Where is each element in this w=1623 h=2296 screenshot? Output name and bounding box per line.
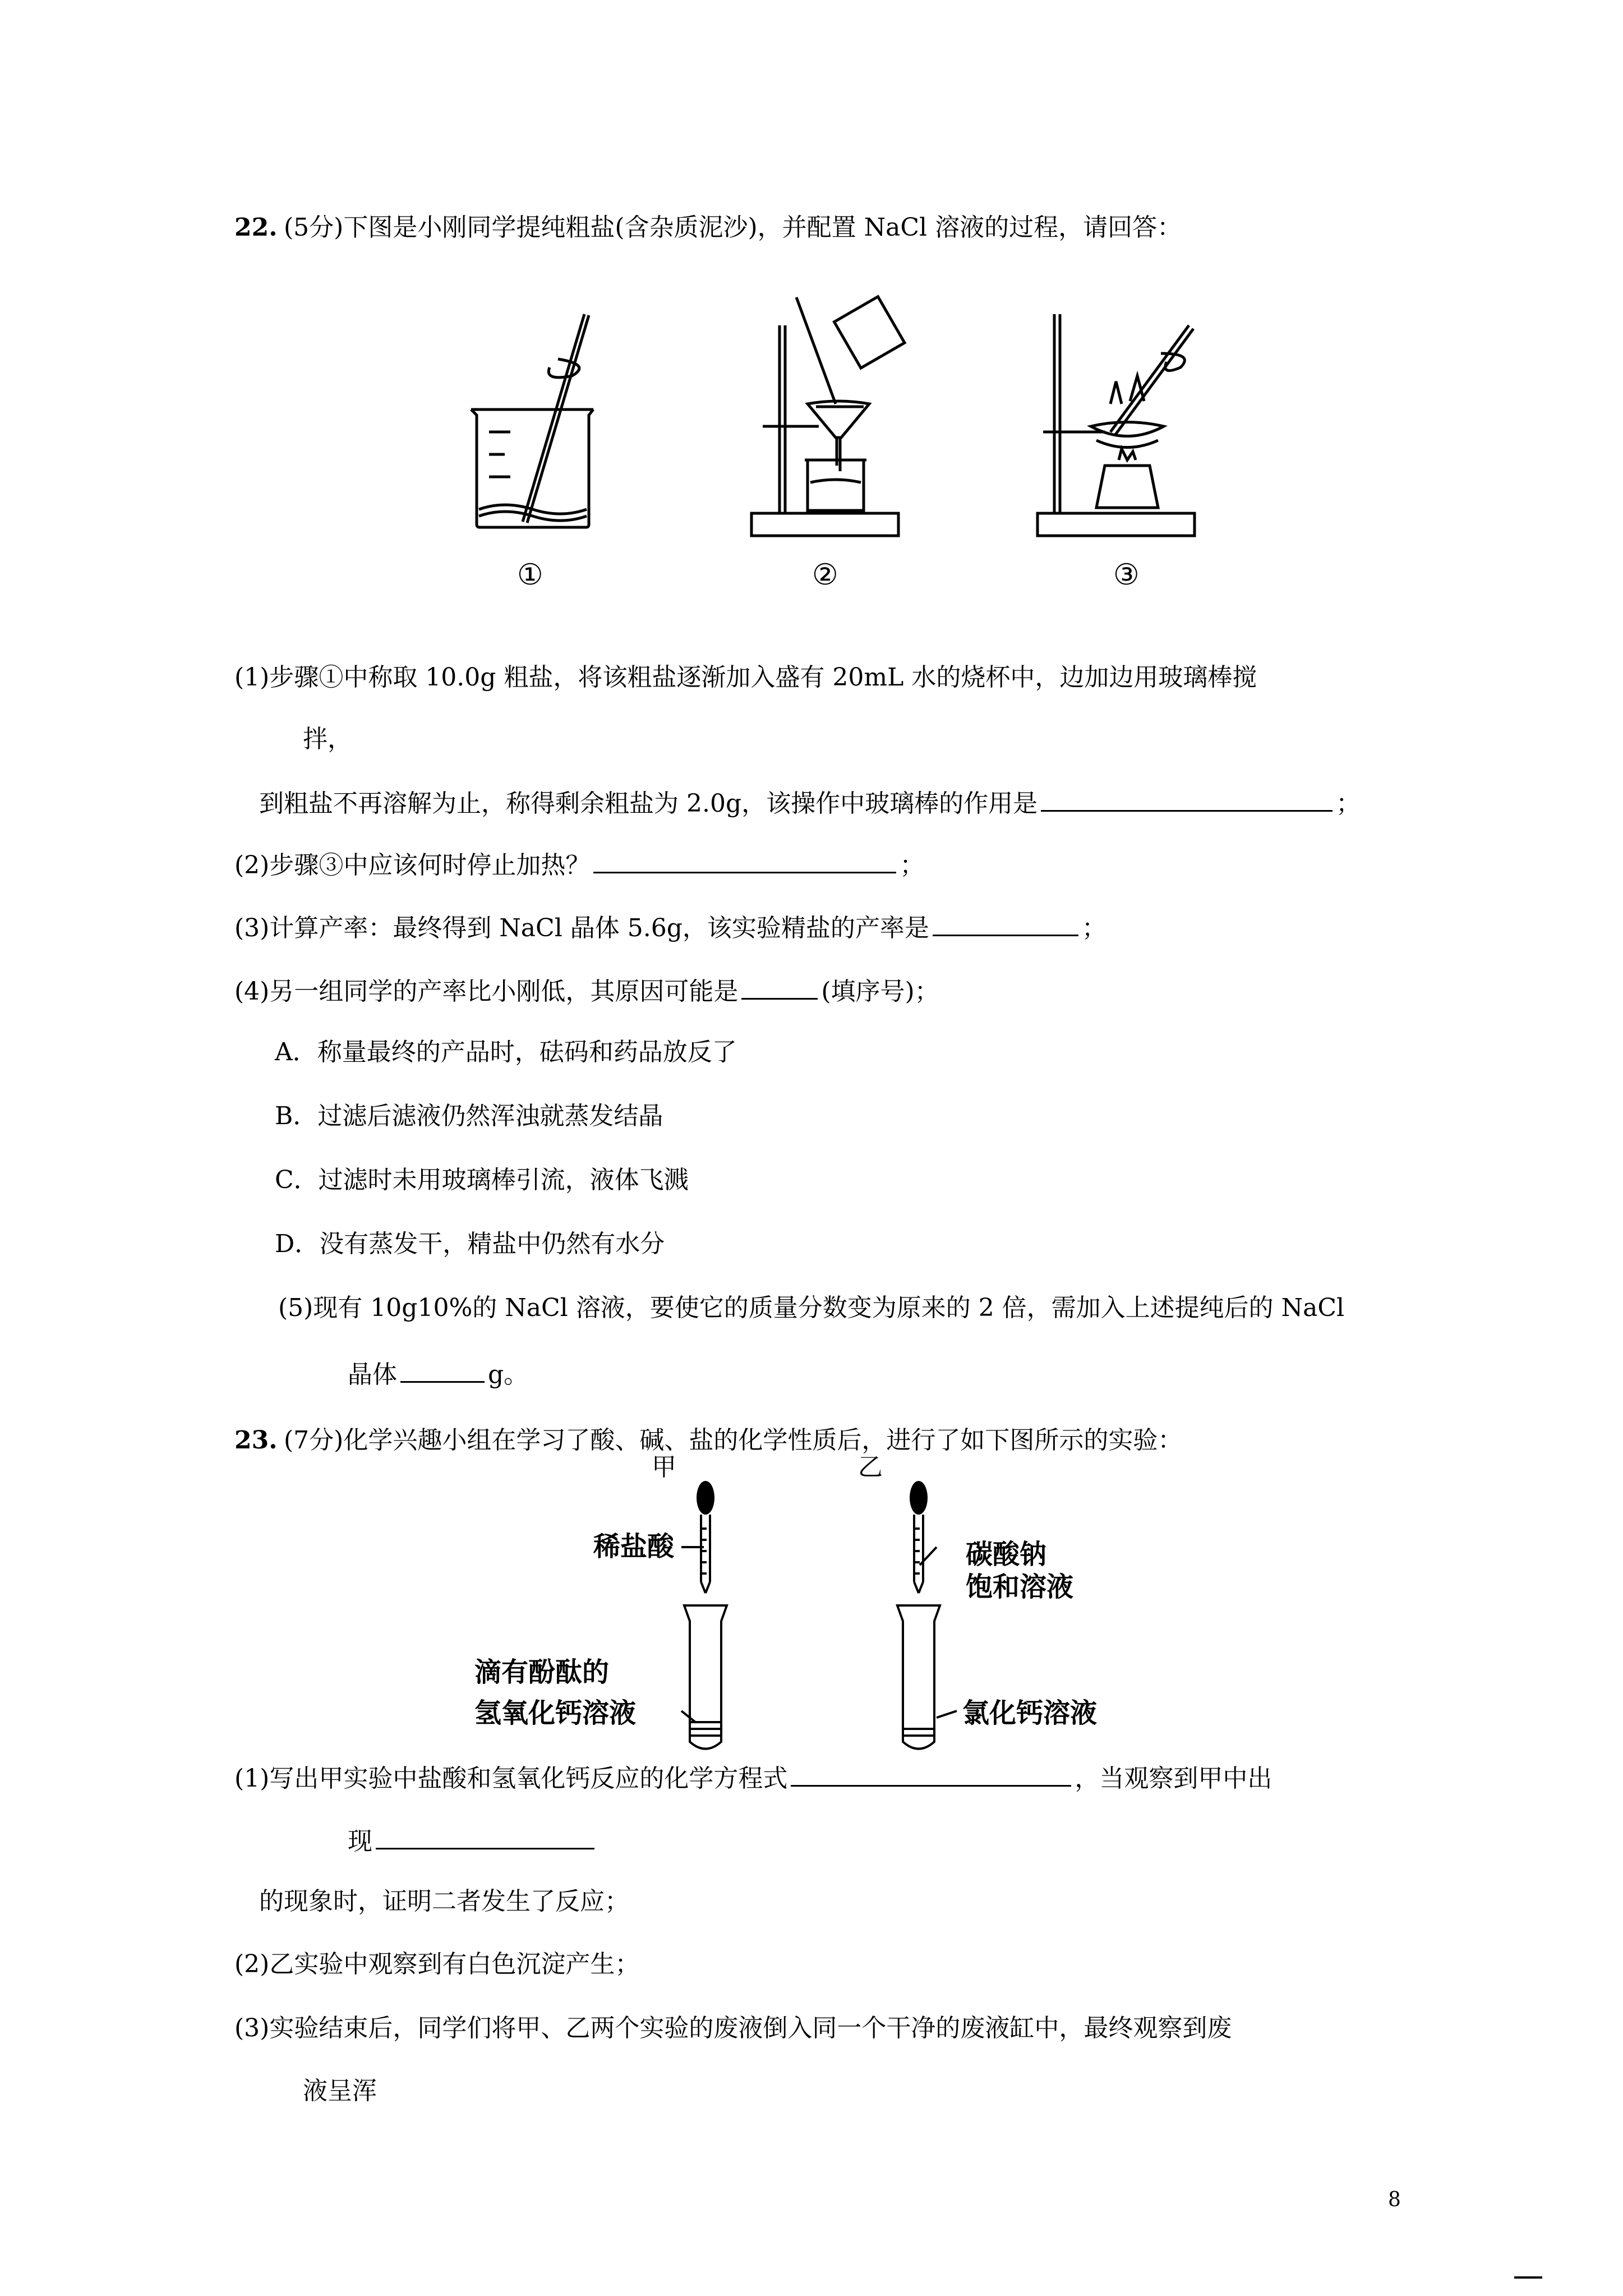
- q23-part3-line2: 液呈浑: [303, 2077, 377, 2105]
- q22-part5-line1: (5)现有 10g10%的 NaCl 溶液，要使它的质量分数变为原来的 2 倍，需加入上述提纯后的 NaCl: [278, 1294, 1345, 1322]
- q22-part4-text: (4)另一组同学的产率比小刚低，其原因可能是: [234, 977, 739, 1006]
- answer-blank-reason[interactable]: [741, 973, 818, 1000]
- q22-part1-line2: 拌，: [303, 725, 352, 753]
- label-calcium-chloride: 氯化钙溶液: [962, 1697, 1098, 1729]
- label-saturated-solution: 饱和溶液: [966, 1571, 1074, 1603]
- page-number: 8: [1388, 2188, 1401, 2211]
- label-yi: 乙: [858, 1453, 883, 1481]
- answer-blank-nacl-mass[interactable]: [400, 1356, 485, 1383]
- q23-part1-line1: [234, 1760, 1272, 1795]
- figure-filtration: [740, 292, 909, 539]
- q22-number: 22.: [234, 213, 278, 242]
- q22-part3-text: (3)计算产率：最终得到 NaCl 晶体 5.6g，该实验精盐的产率是: [234, 914, 929, 942]
- q22-part4-hint: (填序号)；: [821, 977, 939, 1006]
- q23-part1-text3: 现: [348, 1827, 372, 1856]
- label-dilute-hcl: 稀盐酸: [593, 1531, 675, 1562]
- label-calcium-hydroxide: 氢氧化钙溶液: [474, 1697, 637, 1729]
- q23-heading: (7分)化学兴趣小组在学习了酸、碱、盐的化学性质后，进行了如下图所示的实验：: [284, 1426, 1183, 1455]
- q23-part2: (2)乙实验中观察到有白色沉淀产生；: [234, 1950, 640, 1978]
- q22-part4: [234, 973, 939, 1007]
- q23-number: 23.: [234, 1426, 278, 1455]
- q22-part1-line1: (1)步骤①中称取 10.0g 粗盐，将该粗盐逐渐加入盛有 20mL 水的烧杯中，边加边用玻璃棒搅: [234, 663, 1257, 692]
- figure-beaker-stirring: [460, 303, 606, 539]
- q22-part1-text: 到粗盐不再溶解为止，称得剩余粗盐为 2.0g，该操作中玻璃棒的作用是: [259, 789, 1038, 818]
- label-jia: 甲: [652, 1453, 676, 1481]
- q22-part1-end: ；: [1336, 789, 1361, 818]
- figure-experiment-jia: [673, 1475, 751, 1756]
- q22-part2: [234, 847, 924, 881]
- answer-blank-rod-function[interactable]: [1041, 785, 1332, 812]
- figure-caption-3: ③: [1113, 558, 1140, 592]
- q22-option-b: B．过滤后滤液仍然浑浊就蒸发结晶: [275, 1102, 663, 1130]
- q22-part5-line2: [348, 1356, 528, 1391]
- q22-part5-text: 晶体: [348, 1360, 397, 1389]
- answer-blank-phenomenon[interactable]: [376, 1823, 594, 1849]
- q23-part1-text: (1)写出甲实验中盐酸和氢氧化钙反应的化学方程式: [234, 1764, 788, 1793]
- page-edge-dash: [1514, 2276, 1542, 2279]
- figure-experiment-yi: [886, 1475, 965, 1756]
- answer-blank-yield[interactable]: [933, 910, 1078, 936]
- answer-blank-equation[interactable]: [791, 1760, 1071, 1787]
- q22-part3: [234, 910, 1106, 944]
- figure-caption-2: ②: [812, 558, 838, 592]
- q22-part5-unit: g。: [488, 1360, 529, 1389]
- q22-heading: (5分)下图是小刚同学提纯粗盐(含杂质泥沙)，并配置 NaCl 溶液的过程，请回答：: [284, 213, 1182, 242]
- q22-option-d: D．没有蒸发干，精盐中仍然有水分: [275, 1230, 665, 1258]
- q22-part1-line3: [259, 785, 1361, 820]
- q23-part1-line3: 的现象时，证明二者发生了反应；: [259, 1887, 629, 1916]
- q22-part3-end: ；: [1081, 914, 1106, 942]
- q23-part3-line1: (3)实验结束后，同学们将甲、乙两个实验的废液倒入同一个干净的废液缸中，最终观察到废: [234, 2014, 1232, 2042]
- label-sodium-carbonate: 碳酸钠: [966, 1539, 1047, 1570]
- q22-option-a: A．称量最终的产品时，砝码和药品放反了: [275, 1038, 737, 1066]
- q22-option-c: C．过滤时未用玻璃棒引流，液体飞溅: [275, 1166, 689, 1194]
- q22-part2-text: (2)步骤③中应该何时停止加热？: [234, 851, 591, 880]
- figure-caption-1: ①: [517, 558, 543, 592]
- label-phenolphthalein: 滴有酚酞的: [474, 1657, 610, 1688]
- q23-part1-text2: ，当观察到甲中出: [1075, 1764, 1272, 1793]
- q23-part1-line2: [348, 1823, 598, 1857]
- q22-part2-end: ；: [900, 851, 925, 880]
- answer-blank-stop-heating[interactable]: [593, 847, 896, 873]
- figure-evaporation: [1026, 292, 1206, 539]
